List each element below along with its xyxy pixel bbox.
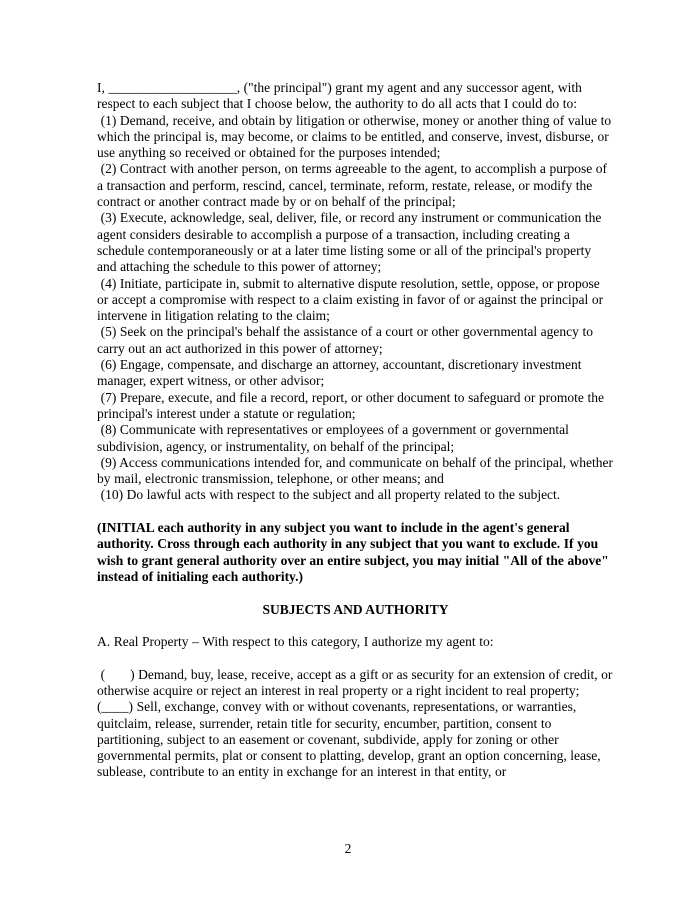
power-item: (9) Access communications intended for, and communicate on behalf of the principal, whether by mail, electronic transmission, telephone, or other means; and xyxy=(97,454,617,487)
power-item: (8) Communicate with representatives or employees of a government or governmental subdivision, agency, or instrumentality, on behalf of the principal; xyxy=(97,422,573,454)
power-item: (5) Seek on the principal's behalf the assistance of a court or other governmental agency to carry out an act authorized in this power of attorney; xyxy=(97,324,597,356)
page-number: 2 xyxy=(344,841,352,856)
intro-paragraph: I, ___________________, ("the principal") grant my agent and any successor agent, with respect to each subject that I choose below, the authority to do all acts that I could do to: xyxy=(97,80,586,112)
section-a-title: A. Real Property – With respect to this category, I authorize my agent to: xyxy=(97,634,494,650)
power-item: (6) Engage, compensate, and discharge an attorney, accountant, discretionary investment manager, expert witness, or other advisor; xyxy=(97,357,586,389)
power-item: (4) Initiate, participate in, submit to alternative dispute resolution, settle, oppose, or propose or accept a compromise with respect to a claim existing in favor of or against the principal or intervene in litigation relating to the claim; xyxy=(97,275,607,324)
subjects-and-authority-heading: SUBJECTS AND AUTHORITY xyxy=(262,601,449,617)
power-item: (1) Demand, receive, and obtain by litigation or otherwise, money or another thing of value to which the principal is, may become, or claims to be entitled, and conserve, invest, disburse, or use anything so received or obtained for the purposes intended; xyxy=(97,112,615,161)
power-item: (10) Do lawful acts with respect to the subject and all property related to the subject. xyxy=(97,487,561,503)
page-content xyxy=(97,80,617,781)
power-item: (7) Prepare, execute, and file a record, report, or other document to safeguard or promote the principal's interest under a statute or regulation; xyxy=(97,389,608,421)
authority-item-blank-initial: (____) Sell, exchange, convey with or without covenants, representations, or warranties, quitclaim, release, surrender, retain title for security, encumber, partition, consent to partitioning, subject to an easement or covenant, subdivide, apply for zoning or other governmental permits, plat or consent to platting, develop, grant an option concerning, lease, sublease, contribute to an entity in exchange for an interest in that entity, or xyxy=(97,699,605,780)
initial-instructions-paragraph: (INITIAL each authority in any subject you want to include in the agent's general authority. Cross through each authority in any subject that you want to exclude. If you wish to grant general authority over an entire subject, you may initial "All of the above" instead of initialing each authority.) xyxy=(97,520,613,584)
authority-item-blank-initial: ( ) Demand, buy, lease, receive, accept as a gift or as security for an extension of credit, or otherwise acquire or reject an interest in real property or a right incident to real property; xyxy=(97,666,616,698)
power-item: (3) Execute, acknowledge, seal, deliver, file, or record any instrument or communication the agent considers desirable to accomplish a purpose of a transaction, including creating a schedule contemporaneously or at a later time listing some or all of the principal's property and attaching the schedule to this power of attorney; xyxy=(97,210,605,275)
power-item: (2) Contract with another person, on terms agreeable to the agent, to accomplish a purpose of a transaction and perform, rescind, cancel, terminate, reform, restate, release, or modify the contract or another contract made by or on behalf of the principal; xyxy=(97,161,611,210)
